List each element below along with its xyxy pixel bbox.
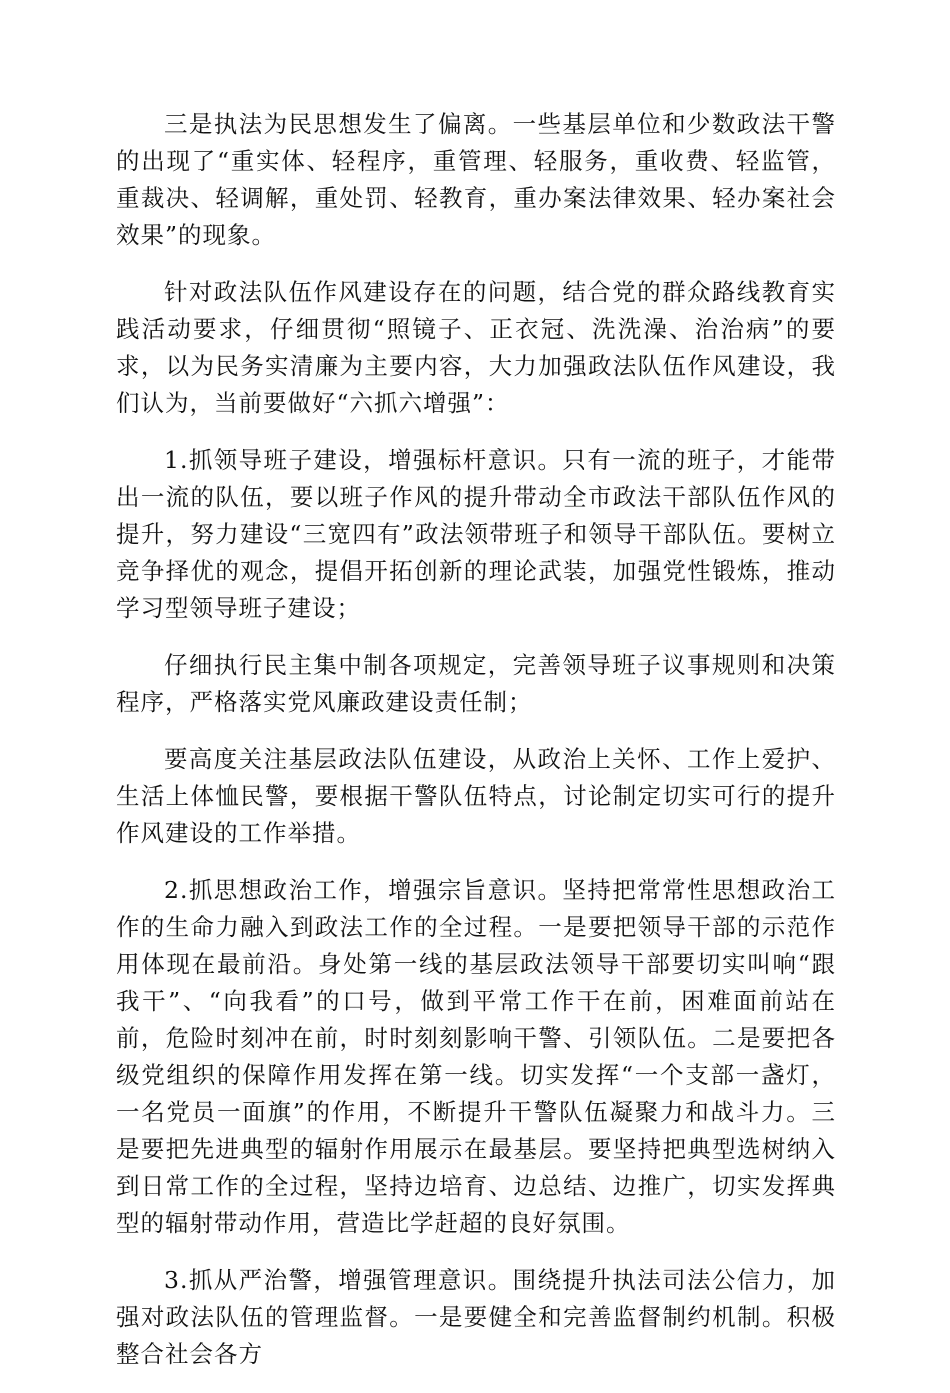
paragraph-grassroots-focus: 要高度关注基层政法队伍建设，从政治上关怀、工作上爱护、生活上体恤民警，要根据干警队伍特点，讨论制定切实可行的提升作风建设的工作举措。	[116, 745, 836, 847]
document-body	[116, 106, 836, 1393]
paragraph-democratic-centralism: 仔细执行民主集中制各项规定，完善领导班子议事规则和决策程序，严格落实党风廉政建设责任制；	[116, 651, 836, 716]
paragraph-execution-deviation: 三是执法为民思想发生了偏离。一些基层单位和少数政法干警的出现了“重实体、轻程序，重管理、轻服务，重收费、轻监管，重裁决、轻调解，重处罚、轻教育，重办案法律效果、轻办案社会效果”的现象。	[116, 110, 836, 249]
paragraph-style-building-intro: 针对政法队伍作风建设存在的问题，结合党的群众路线教育实践活动要求，仔细贯彻“照镜子、正衣冠、洗洗澡、治治病”的要求，以为民务实清廉为主要内容，大力加强政法队伍作风建设，我们认为，当前要做好“六抓六增强”：	[116, 278, 836, 417]
paragraph-point-2-political-work: 2.抓思想政治工作，增强宗旨意识。坚持把常常性思想政治工作的生命力融入到政法工作的全过程。一是要把领导干部的示范作用体现在最前沿。身处第一线的基层政法领导干部要切实叫响“跟我干”、“向我看”的口号，做到平常工作干在前，困难面前站在前，危险时刻冲在前，时时刻刻影响干警、引领队伍。二是要把各级党组织的保障作用发挥在第一线。切实发挥“一个支部一盏灯，一名党员一面旗”的作用，不断提升干警队伍凝聚力和战斗力。三是要把先进典型的辐射作用展示在最基层。要坚持把典型选树纳入到日常工作的全过程，坚持边培育、边总结、边推广，切实发挥典型的辐射带动作用，营造比学赶超的良好氛围。	[116, 876, 836, 1237]
paragraph-point-3-strict-management: 3.抓从严治警，增强管理意识。围绕提升执法司法公信力，加强对政法队伍的管理监督。一是要健全和完善监督制约机制。积极整合社会各方	[116, 1266, 836, 1368]
paragraph-point-1-leadership: 1.抓领导班子建设，增强标杆意识。只有一流的班子，才能带出一流的队伍，要以班子作风的提升带动全市政法干部队伍作风的提升，努力建设“三宽四有”政法领带班子和领导干部队伍。要树立竞争择优的观念，提倡开拓创新的理论武装，加强党性锻炼，推动学习型领导班子建设；	[116, 446, 836, 622]
